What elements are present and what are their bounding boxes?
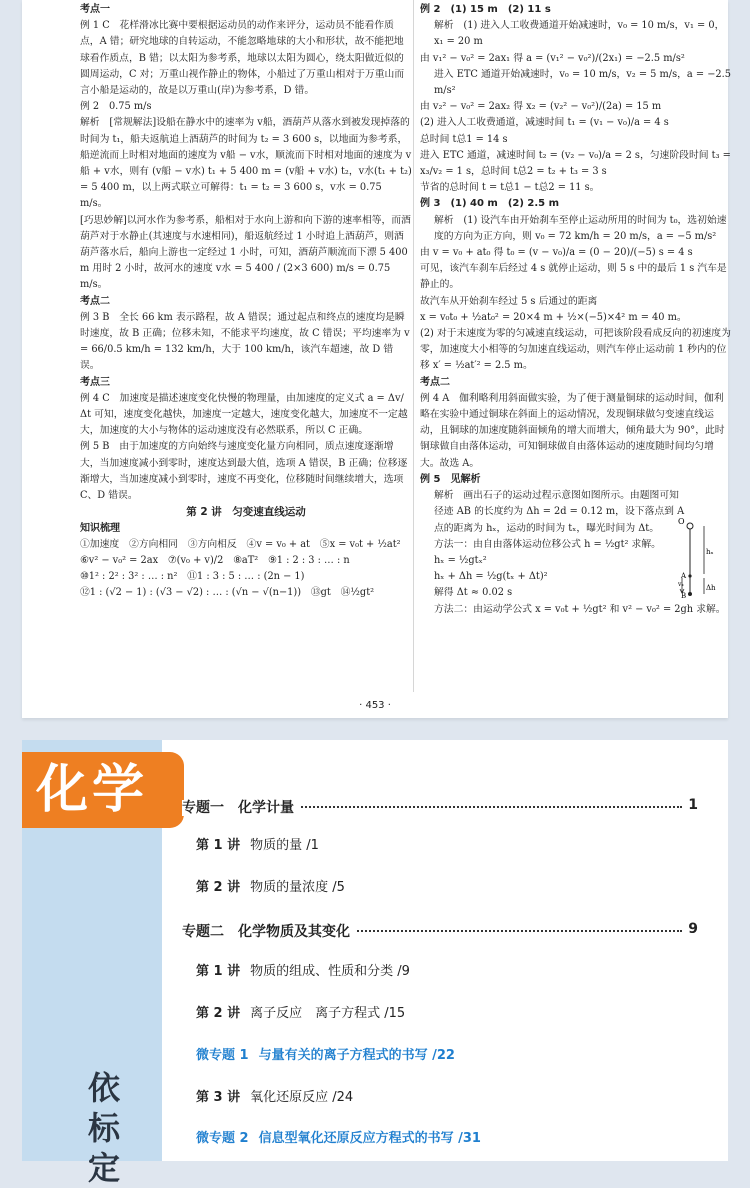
lecture-label: 氧化还原反应 /24 [250,1090,354,1105]
section-heading: 考点三 [80,376,110,388]
label-hx: hₓ [706,548,714,556]
solution-line: 进入 ETC 通道开始减速时，v₀ = 10 m/s，v₂ = 5 m/s，a = −2.5 m/s² [434,68,732,97]
answer-ex3: 例 3 B 全长 66 km 表示路程，故 A 错误；通过起点和终点的速度均是瞬时速度，故 B 正确；位移未知，不能求平均速度，故 C 错误；平均速率为 v = 66/0.5 km/h = 132 km/h，大于 100 km/h，该汽车超速，故 D 错误。 [80,311,410,372]
toc-lecture[interactable] [182,960,698,979]
solution-line: 进入 ETC 通道，减速时间 t₂ = (v₂ − v₀)/a = 2 s，匀速阶段时间 t₃ = x₃/v₂ = 1 s，总时间 t总2 = t₂ + t₃ = 3 s [420,149,731,178]
lecture-label: 物质的量 /1 [250,838,319,853]
solution-line: 解析 (1) 进入人工收费通道开始减速时，v₀ = 10 m/s，v₁ = 0，x₁ = 20 m [434,20,725,48]
toc-lecture[interactable] [182,1002,698,1021]
column-divider [413,0,414,692]
toc-lecture[interactable] [182,1086,698,1105]
solution-line: 总时间 t总1 = 14 s [420,133,508,145]
answer-ex3-head: 例 3 (1) 40 m (2) 2.5 m [420,198,560,210]
section-heading: 考点一 [80,4,110,15]
lecture-number: 第 3 讲 [196,1090,241,1105]
answer-ex2-head: 例 2 (1) 15 m (2) 11 s [420,4,551,15]
lecture-number: 第 1 讲 [196,838,241,853]
label-b: B [681,592,687,600]
knowledge-line: ⑫1 : (√2 − 1) : (√3 − √2) : … : (√n − √(n−1)) ⑬gt ⑭½gt² [80,587,375,599]
answer-ex4: 例 4 A 伽利略利用斜面做实验，为了便于测量铜球的运动时间，伽利略在实验中通过铜球在斜面上的运动情况，发现铜球做匀变速直线运动，且铜球的加速度随斜面倾角的增大而增大，倾角最大为 90°，此时铜球做自由落体运动，可知铜球做自由落体运动的速度随时间均匀增大。故选 A。 [420,392,725,469]
knowledge-line: ⑥v² − v₀² = 2ax ⑦(v₀ + v)/2 ⑧aT² ⑨1 : 2 : 3 : … : n [80,554,350,566]
solution-line: (2) 对于末速度为零的匀减速直线运动，可把该阶段看成反向的初速度为零，加速度大小相等的匀加速直线运动，则汽车停止运动前 1 秒内的位移 x′ = ½at′² = 2.5 m。 [420,328,731,372]
lecture-label: 离子反应 离子方程式 /15 [250,1006,406,1021]
micro-number: 微专题 1 [196,1048,249,1063]
free-fall-diagram [678,518,722,602]
subject-title: 化学 [36,760,149,820]
label-a: A [681,572,687,580]
solution-line: 解析 画出石子的运动过程示意图如图所示。由题图可知径迹 AB 的长度约为 Δh = 2d = 0.12 m，设下落点到 A 点的距离为 hₓ，运动的时间为 tₓ，曝光时间为 Δt。 [434,490,685,534]
left-column [80,2,412,602]
label-vx: vₓ [678,581,684,588]
toc-micro-topic[interactable] [182,1044,698,1063]
knowledge-line: ①加速度 ②方向相同 ③方向相反 ④v = v₀ + at ⑤x = v₀t + ½at² [80,538,401,550]
answer-ex2-body: 解析 [常规解法]设船在静水中的速率为 v船，酒葫芦从落水到被发现掉落的时间为 t₁，船夫返航追上酒葫芦的时间为 t₂ = 3 600 s，以地面为参考系，船逆流而上时相对地面的速度为 v船 − v水，顺流而下时相对地面的速度为 v船 + v水，则有 (v船 − v水) t₁ + 5 400 m = (v船 + v水) t₂，v水(t₁ + t₂) = 5 400 m，以上两式联立可解得：t₁ = t₂ = 3 600 s，v水 = 0.75 m/s。 [80,117,412,210]
section-heading: 考点二 [420,376,450,388]
toc-lecture[interactable] [182,876,698,895]
solution-line: 由 v₁² − v₀² = 2ax₁ 得 a = (v₁² − v₀²)/(2x₁) = −2.5 m/s² [420,52,685,64]
label-dh: Δh [706,584,716,592]
lecture-number: 第 1 讲 [196,964,241,979]
toc-topic-label: 专题二 化学物质及其变化 [182,924,356,940]
micro-label: 与量有关的离子方程式的书写 /22 [258,1048,455,1063]
solution-line: 节省的总时间 t = t总1 − t总2 = 11 s。 [420,182,600,194]
lecture-number: 第 2 讲 [196,880,241,895]
answer-ex5-head: 例 5 见解析 [420,473,481,485]
answer-ex4: 例 4 C 加速度是描述速度变化快慢的物理量，由加速度的定义式 a = Δv/Δt 可知，速度变化越快，加速度一定越大，速度变化越大，加速度不一定越大，加速度的大小与物体的运动速度没有必然联系，所以 C 正确。 [80,392,408,437]
toc-page: 9 [684,921,698,937]
knowledge-line: ⑩1² : 2² : 3² : … : n² ⑪1 : 3 : 5 : … : (2n − 1) [80,571,305,583]
solution-line: 故汽车从开始刹车经过 5 s 后通过的距离 [420,295,598,307]
equation: 解得 Δt ≈ 0.02 s [434,587,513,599]
lecture-label: 物质的组成、性质和分类 /9 [250,964,410,979]
page-number: · 453 · [359,700,391,711]
solution-line: 方法一：由自由落体运动位移公式 h = ½gt² 求解。 [434,538,661,550]
equation: hₓ + Δh = ½g(tₓ + Δt)² [434,571,548,583]
solution-line: 解析 (1) 设汽车由开始刹车至停止运动所用的时间为 t₀，选初始速度的方向为正方向，则 v₀ = 72 km/h = 20 m/s，a = −5 m/s² [434,214,727,242]
solution-line: 方法二：由运动学公式 x = v₀t + ½gt² 和 v² − v₀² = 2gh 求解。 [434,603,726,615]
solution-line: 可见，该汽车刹车后经过 4 s 就停止运动，则 5 s 中的最后 1 s 汽车是静止的。 [420,263,727,291]
solution-line: (2) 进入人工收费通道，减速时间 t₁ = (v₁ − v₀)/a = 4 s [420,117,669,129]
toc-topic-label: 专题一 化学计量 [182,800,300,816]
lecture-number: 第 2 讲 [196,1006,241,1021]
answer-ex2-trick: [巧思妙解]以河水作为参考系，船相对于水向上游和向下游的速率相等，而酒葫芦对于水静止(其速度与水速相同)，船返航经过 1 小时追上酒葫芦，则酒葫芦落水后，船向上游也一定经过 1 小时，可知，酒葫芦顺流而下漂 5 400 m 用时 2 小时，故河水的速度 v水 = 5 400 / (2×3 600) m/s = 0.75 m/s。 [80,214,411,291]
solution-line: 由 v₂² − v₀² = 2ax₂ 得 x₂ = (v₂² − v₀²)/(2a) = 15 m [420,101,662,113]
section-heading: 考点二 [80,295,110,307]
label-o: O [678,518,685,526]
answer-ex2-head: 例 2 0.75 m/s [80,101,152,113]
toc-topic[interactable] [182,797,698,817]
answer-ex1: 例 1 C 花样滑冰比赛中要根据运动员的动作来评分，运动员不能看作质点，A 错；研究地球的自转运动，不能忽略地球的大小和形状，故不能把地球看作质点，B 错；以太阳为参考系，地球以太阳为圆心，绕太阳做近似的圆周运动，C 对；万重山视作静止的物体，小船过了万重山相对于万重山而言小船是运动的，故是以万重山(岸)为参考系，D 错。 [80,20,405,97]
lecture-label: 物质的量浓度 /5 [250,880,345,895]
toc-micro-topic[interactable] [182,1127,698,1146]
lesson-title: 第 2 讲 匀变速直线运动 [186,506,306,519]
equation: hₓ = ½gtₓ² [434,554,487,566]
toc-page: 1 [684,797,698,813]
micro-label: 信息型氧化还原反应方程式的书写 /31 [258,1131,481,1146]
toc-topic[interactable] [182,921,698,941]
solution-line: 由 v = v₀ + at₀ 得 t₀ = (v − v₀)/a = (0 − 20)/(−5) s = 4 s [420,247,693,259]
table-of-contents [162,740,728,1161]
micro-number: 微专题 2 [196,1131,249,1146]
toc-lecture[interactable] [182,834,698,853]
knowledge-heading: 知识梳理 [80,522,120,534]
solution-line: x = v₀t₀ + ½at₀² = 20×4 m + ½×(−5)×4² m = 40 m。 [420,311,687,323]
answer-ex5: 例 5 B 由于加速度的方向始终与速度变化量方向相同，质点速度逐渐增大，当加速度减小到零时，速度达到最大值，选项 A 错误，B 正确；位移逐渐增大，当加速度减小到零时，速度不再变化，位移随时间继续增大，选项 C、D 错误。 [80,441,408,502]
physics-answer-page [22,0,732,718]
vertical-cover-text: 依标定 [88,1069,121,1187]
